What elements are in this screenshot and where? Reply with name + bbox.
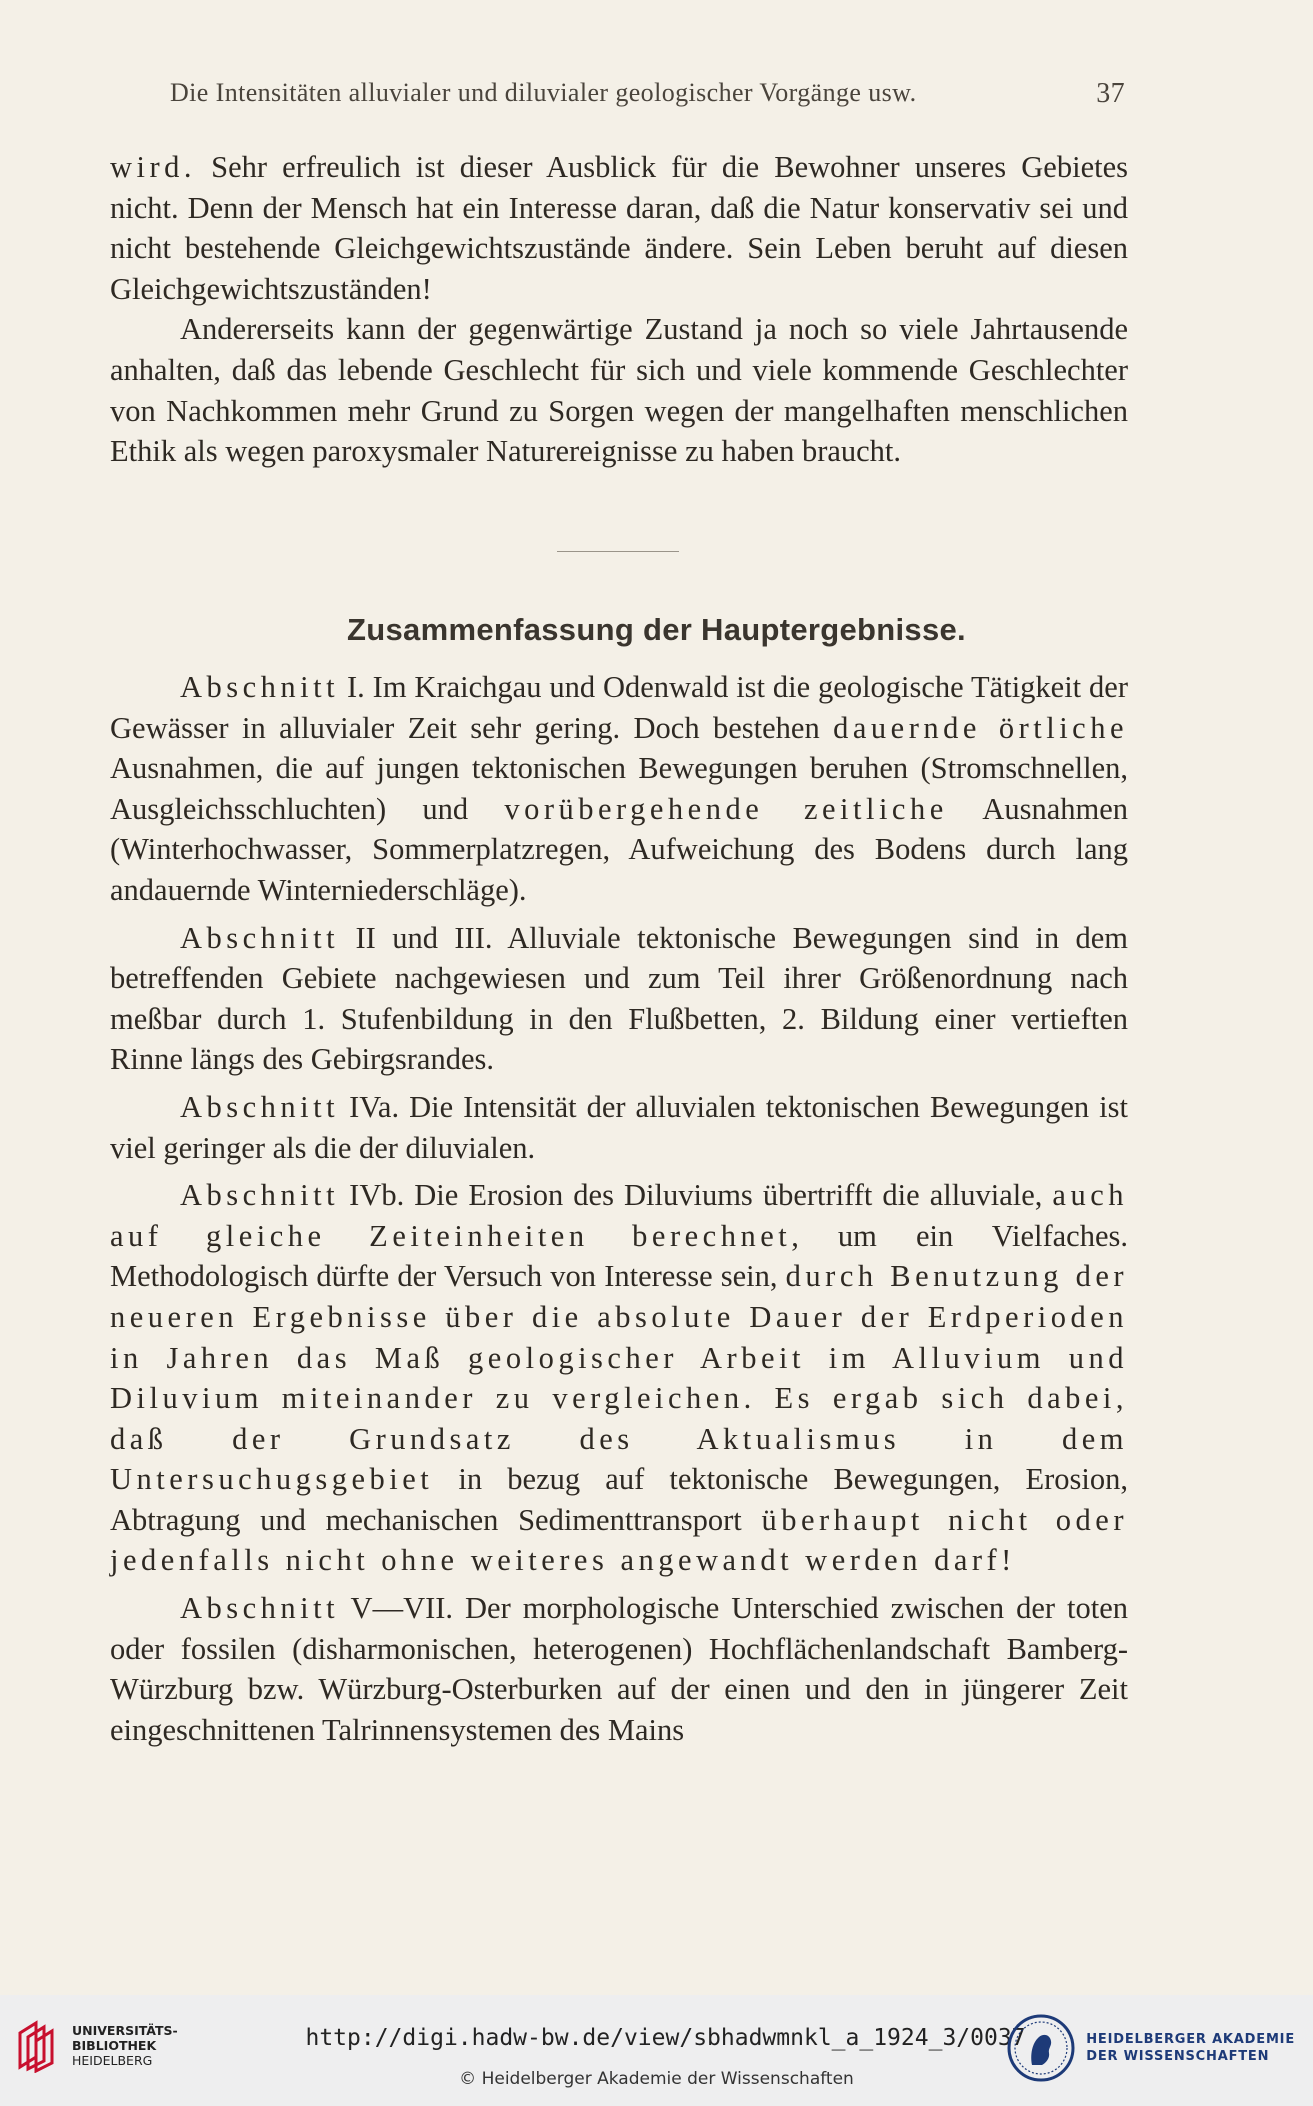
academy-logo[interactable] xyxy=(1006,2013,1295,2083)
summary-text xyxy=(110,667,1128,1750)
section-text: in bezug auf tektonische Bewegungen, Erosion, Abtragung und mechanischen Sedimenttransport xyxy=(110,1462,1128,1537)
section-number: IVb. xyxy=(339,1178,405,1213)
section-paragraph-5 xyxy=(110,1588,1128,1750)
logo-line: UNIVERSITÄTS- xyxy=(72,2022,178,2038)
section-number: I. xyxy=(339,670,365,704)
intro-text xyxy=(110,147,1128,472)
section-text: Ausnahmen (Winterhochwasser, Sommerplatzregen, Aufweichung des Bodens durch lang andauernde Winterniederschläge). xyxy=(110,791,1128,907)
section-paragraph-3 xyxy=(110,1087,1128,1168)
emphasis-text: dauernde örtliche xyxy=(833,710,1128,745)
intro-p1-rest: Sehr erfreulich ist dieser Ausblick für die Bewohner unseres Gebietes nicht. Denn der Mensch hat ein Interesse daran, daß die Natur konservativ sei und nicht bestehende Gleichgewichtszustände ändere. Sein Leben beruht auf diesen Gleichgewichtszuständen! xyxy=(110,150,1128,306)
intro-p1-lead: wird. xyxy=(110,150,197,184)
section-text: Alluviale tektonische Bewegungen sind in dem betreffenden Gebiete nachgewiesen und zum Teil ihrer Größenordnung nach meßbar durch 1. Stufenbildung in den Flußbetten, 2. Bildung einer vertieften Rinne längs des Gebirgsrandes. xyxy=(110,920,1128,1077)
section-text: Im Kraichgau und Odenwald ist die geologische Tätigkeit der Gewässer in alluvialer Zeit sehr gering. Doch bestehen xyxy=(110,670,1128,745)
logo-line: DER WISSENSCHAFTEN xyxy=(1086,2049,1270,2064)
section-paragraph-4 xyxy=(110,1175,1128,1581)
academy-seal-icon xyxy=(1006,2013,1076,2083)
copyright-notice: © Heidelberger Akademie der Wissenschaften xyxy=(459,2069,854,2089)
running-head-title: Die Intensitäten alluvialer und diluvialer geologischer Vorgänge usw. xyxy=(170,78,917,107)
section-divider xyxy=(557,551,679,552)
emphasis-text: durch Benutzung der neueren Ergebnisse über die absolute Dauer der Erdperioden in Jahren das Maß geologischer Arbeit im Alluvium und Diluvium miteinander zu vergleichen. Es ergab sich dabei, daß der Grundsatz des Aktualismus in dem Untersuchugsgebiet xyxy=(110,1259,1129,1497)
section-paragraph-1 xyxy=(110,667,1128,911)
section-number: V—VII. xyxy=(339,1591,454,1626)
section-text: Der morphologische Unterschied zwischen der toten oder fossilen (disharmonischen, heterogenen) Hochflächenlandschaft Bamberg-Würzburg bzw. Würzburg-Osterburken auf der einen und den in jüngerer Zeit eingeschnittenen Talrinnensystemen des Mains xyxy=(110,1591,1128,1747)
running-head xyxy=(170,78,1125,110)
section-text: Die Intensität der alluvialen tektonischen Bewegungen ist viel geringer als die der diluvialen. xyxy=(110,1089,1129,1165)
section-text: , um ein Vielfaches. Methodologisch dürfte der Versuch von Interesse sein, xyxy=(110,1218,1128,1294)
section-number: IVa. xyxy=(339,1089,400,1124)
section-label: Abschnitt xyxy=(180,1089,340,1124)
section-label: Abschnitt xyxy=(180,1178,340,1213)
logo-line: HEIDELBERG xyxy=(72,2052,153,2068)
section-label: Abschnitt xyxy=(180,670,340,704)
section-number: II und III. xyxy=(339,920,493,955)
intro-paragraph-1 xyxy=(110,147,1128,309)
section-text: Die Erosion des Diluviums übertrifft die alluviale, xyxy=(404,1178,1053,1213)
section-label: Abschnitt xyxy=(180,920,340,955)
logo-line: BIBLIOTHEK xyxy=(72,2037,157,2053)
page-number: 37 xyxy=(1096,78,1125,109)
section-heading: Zusammenfassung der Hauptergebnisse. xyxy=(347,612,966,647)
viewer-footer xyxy=(0,1995,1313,2106)
emphasis-text: vorübergehende zeitliche xyxy=(504,791,948,826)
intro-paragraph-2: Andererseits kann der gegenwärtige Zustand ja noch so viele Jahrtausende anhalten, daß das lebende Geschlecht für sich und viele kommende Geschlechter von Nachkommen mehr Grund zu Sorgen wegen der mangelhaften menschlichen Ethik als wegen paroxysmaler Naturereignisse zu haben braucht. xyxy=(110,312,1128,469)
academy-name xyxy=(1086,2031,1295,2065)
section-paragraph-2 xyxy=(110,918,1128,1080)
permalink-url[interactable]: http://digi.hadw-bw.de/view/sbhadwmnkl_a_1924_3/0037 xyxy=(305,2025,1026,2051)
emphasis-text: überhaupt nicht oder jedenfalls nicht ohne weiteres angewandt werden darf! xyxy=(110,1502,1128,1578)
logo-line: HEIDELBERGER AKADEMIE xyxy=(1086,2032,1295,2047)
section-text: Ausnahmen, die auf jungen tektonischen Bewegungen beruhen (Stromschnellen, Ausgleichsschluchten) und xyxy=(110,751,1128,826)
emphasis-text: auch auf gleiche Zeiteinheiten berechnet xyxy=(110,1178,1128,1253)
section-label: Abschnitt xyxy=(180,1591,340,1626)
